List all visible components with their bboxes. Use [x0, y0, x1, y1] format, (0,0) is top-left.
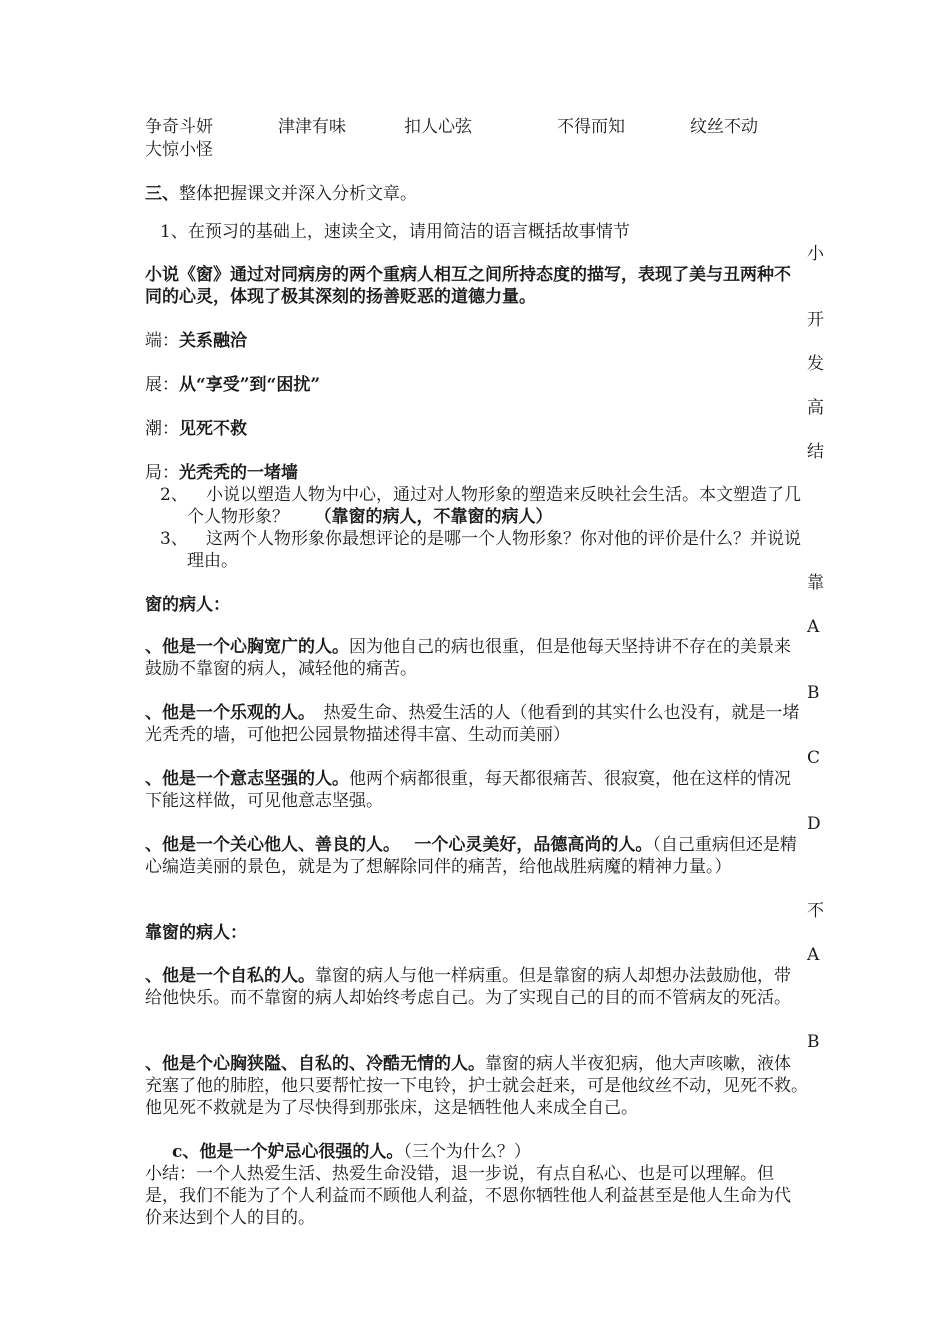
other-trait-1	[145, 965, 805, 1009]
margin-char: D	[807, 814, 821, 834]
vocab-word: 津津有味	[278, 117, 346, 137]
margin-char: 不	[807, 901, 824, 921]
question-3: 这两个人物形象你最想评论的是哪一个人物形象？你对他的评价是什么？并说说理由。	[187, 529, 801, 571]
plot-key: 局：	[145, 463, 179, 483]
trait-title: c、他是一个妒忌心很强的人。	[172, 1142, 404, 1162]
trait-title: 、他是一个乐观的人。	[145, 703, 307, 723]
trait-title: 、他是个心胸狭隘、自私的、冷酷无情的人。	[145, 1054, 485, 1074]
trait-title: 、他是一个意志坚强的人。	[145, 769, 349, 789]
window-trait-1	[145, 636, 805, 680]
other-trait-2	[145, 1053, 817, 1119]
window-patient-heading: 窗的病人：	[145, 595, 230, 615]
plot-key: 展：	[145, 375, 179, 395]
section-heading	[145, 183, 417, 205]
question-2-answer: （靠窗的病人，不靠窗的病人）	[323, 507, 553, 527]
margin-char: 发	[807, 354, 824, 374]
margin-char: A	[807, 945, 820, 965]
conclusion-paragraph: 小结：一个人热爱生活、热爱生命没错，退一步说，有点自私心、也是可以理解。但是，我们不能为了个人利益而不顾他人利益，不恩你牺牲他人利益甚至是他人生命为代价来达到个人的目的。	[145, 1164, 791, 1228]
plot-development	[145, 374, 320, 396]
margin-char: A	[807, 617, 820, 637]
margin-char: 开	[807, 310, 824, 330]
question-2-text: 小说以塑造人物为中心，通过对人物形象的塑造来反映社会生活。本文塑造了几个人物形象？	[187, 485, 801, 527]
margin-char: 结	[807, 442, 824, 462]
plot-climax	[145, 418, 247, 440]
question-1: 1、在预习的基础上，速读全文，请用简洁的语言概括故事情节	[160, 222, 630, 242]
plot-value: 关系融洽	[179, 331, 247, 351]
window-trait-3	[145, 768, 805, 812]
trait-detail: （三个为什么？）	[403, 1142, 531, 1162]
trait-detail: 靠窗的病人半夜犯病，他大声咳嗽，液体充塞了他的肺腔，他只要帮忙按一下电铃，护士就会赶来，可是他纹丝不动，见死不救。 他见死不救就是为了尽快得到那张床，这是牺牲他人来成全自己。	[145, 1054, 817, 1118]
margin-char: B	[807, 683, 820, 703]
question-2	[187, 484, 807, 528]
plot-value: 见死不救	[179, 419, 247, 439]
plot-key: 端：	[145, 331, 179, 351]
question-3-number: 3、	[160, 529, 188, 549]
summary-paragraph: 小说《窗》通过对同病房的两个重病人相互之间所持态度的描写，表现了美与丑两种不同的心灵，体现了极其深刻的扬善贬恶的道德力量。	[145, 265, 791, 307]
plot-value: 从“享受”到“困扰”	[179, 375, 321, 395]
plot-ending	[145, 462, 298, 484]
margin-char: 高	[807, 398, 824, 418]
vocab-word: 大惊小怪	[145, 140, 213, 160]
vocab-word: 争奇斗妍	[145, 117, 213, 137]
trait-detail: （自己重病但还是精心编造美丽的景色，就是为了想解除同伴的痛苦，给他战胜病魔的精神力量。）	[145, 835, 797, 877]
window-trait-4	[145, 834, 805, 878]
vocab-word: 不得而知	[557, 117, 625, 137]
trait-detail: 他两个病都很重，每天都很痛苦、很寂寞，他在这样的情况下能这样做，可见他意志坚强。	[145, 769, 791, 811]
section-number: 三、	[145, 184, 179, 204]
trait-detail: 因为他自己的病也很重，但是他每天坚持讲不存在的美景来鼓励不靠窗的病人，减轻他的痛苦。	[145, 637, 791, 679]
plot-value: 光秃秃的一堵墙	[179, 463, 298, 483]
question-2-number: 2、	[160, 485, 188, 505]
trait-detail: 靠窗的病人与他一样病重。但是靠窗的病人却想办法鼓励他，带给他快乐。而不靠窗的病人却始终考虑自己。为了实现自己的目的而不管病友的死活。	[145, 966, 791, 1008]
other-trait-3	[172, 1141, 531, 1163]
section-title: 整体把握课文并深入分析文章。	[179, 184, 417, 204]
trait-title: 、他是一个自私的人。	[145, 966, 315, 986]
plot-beginning	[145, 330, 247, 352]
vocab-word: 纹丝不动	[690, 117, 758, 137]
other-patient-heading: 靠窗的病人：	[145, 923, 247, 943]
vocab-word: 扣人心弦	[404, 117, 472, 137]
margin-char: 靠	[807, 573, 824, 593]
trait-title: 、他是一个关心他人、善良的人。 一个心灵美好，品德高尚的人。	[145, 835, 653, 855]
trait-title: 、他是一个心胸宽广的人。	[145, 637, 349, 657]
margin-char: B	[807, 1032, 820, 1052]
plot-key: 潮：	[145, 419, 179, 439]
margin-char: C	[807, 748, 821, 768]
margin-char: 小	[807, 244, 824, 264]
window-trait-2	[145, 702, 805, 746]
trait-detail: 热爱生命、热爱生活的人（他看到的其实什么也没有，就是一堵光秃秃的墙，可他把公园景物描述得丰富、生动而美丽）	[145, 703, 800, 745]
